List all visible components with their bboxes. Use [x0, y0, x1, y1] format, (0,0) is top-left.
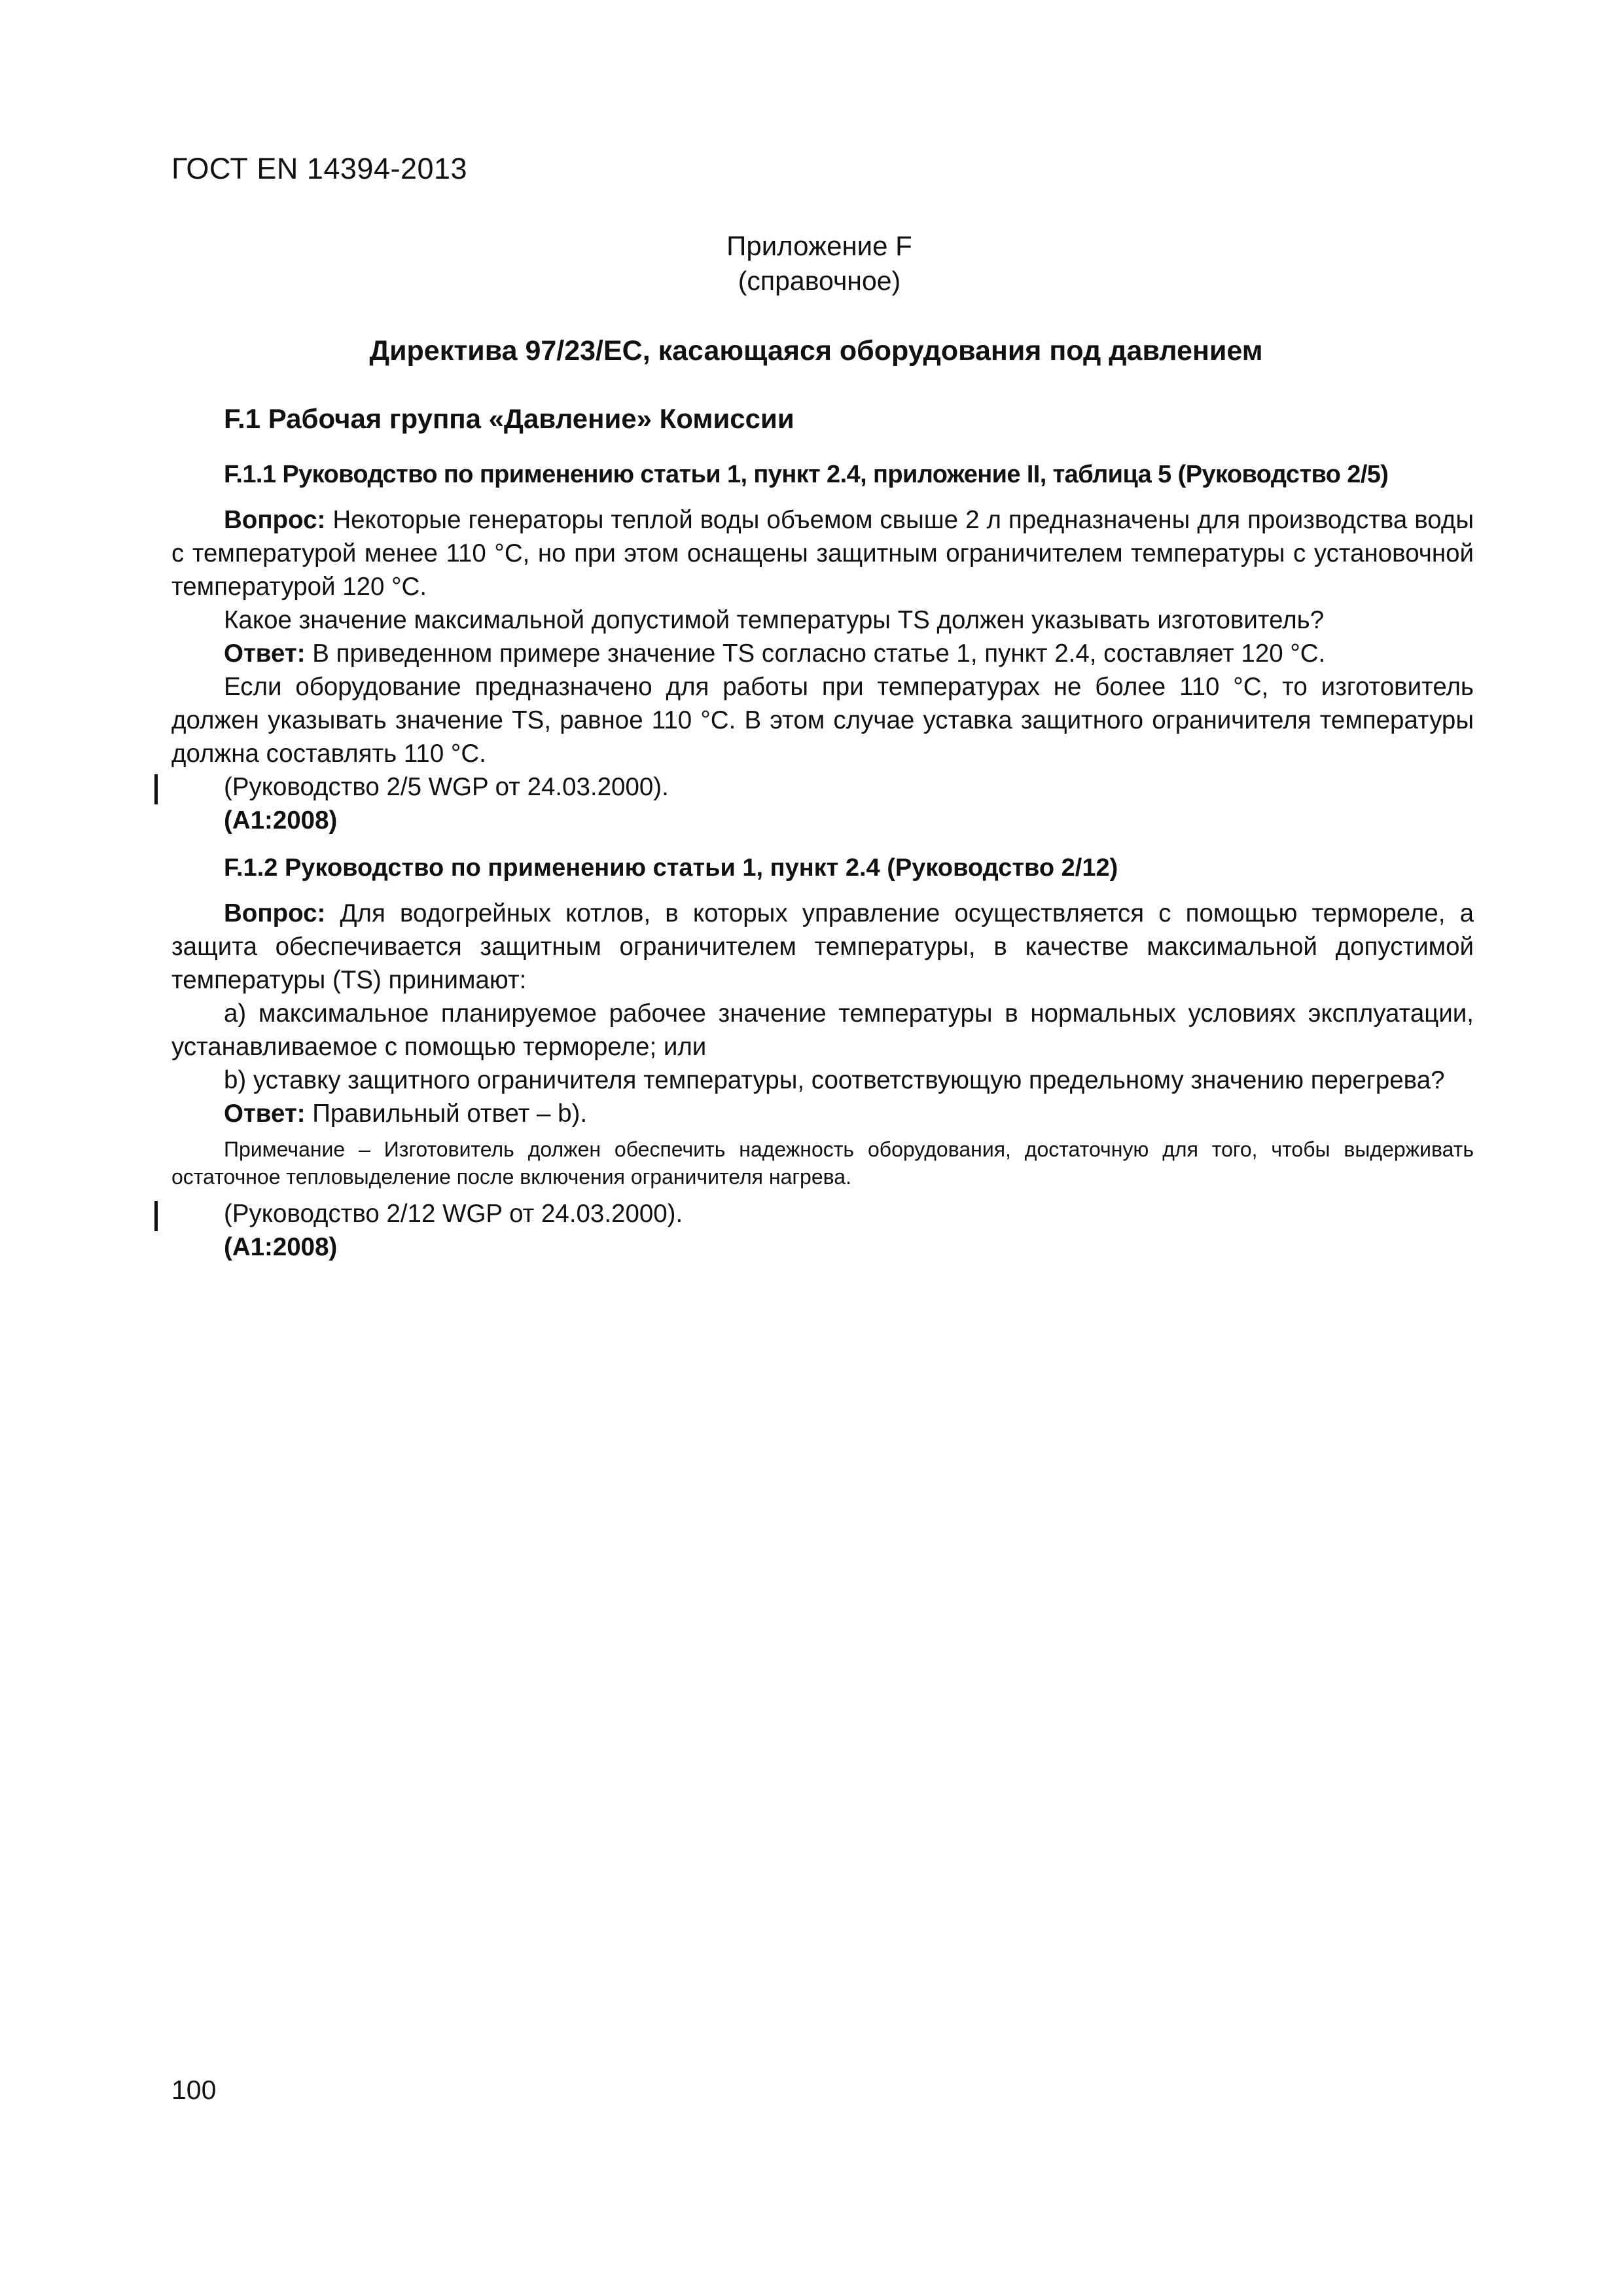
annex-subtitle: (справочное): [738, 266, 901, 296]
document-body: [171, 458, 1474, 1264]
section-f1-title: F.1 Рабочая группа «Давление» Комиссии: [224, 403, 794, 434]
f12-reference: (Руководство 2/12 WGP от 24.03.2000).: [224, 1200, 683, 1228]
f12-amendment: (А1:2008): [224, 1233, 338, 1261]
f11-reference-line: [171, 770, 1474, 804]
f11-answer-2: Если оборудование предназначено для работы при температурах не более 110 °С, то изготовитель должен указывать значение TS, равное 110 °С. В этом случае уставка защитного ограничителя температуры должна составлять 110 °С.: [171, 673, 1474, 768]
f12-question-paragraph: [171, 897, 1474, 997]
document-id-header: ГОСТ EN 14394-2013: [171, 152, 468, 185]
change-bar-marker: [154, 774, 158, 804]
annex-title: Приложение F: [726, 230, 912, 261]
f12-answer-paragraph: [171, 1097, 1474, 1130]
answer-label: Ответ:: [224, 639, 306, 668]
answer-label: Ответ:: [224, 1100, 306, 1128]
f11-question-2: Какое значение максимальной допустимой температуры TS должен указывать изготовитель?: [224, 606, 1325, 634]
question-text: Некоторые генераторы теплой воды объемом свыше 2 л предназначены для производства воды с температурой менее 110 °С, но при этом оснащены защитным ограничителем температуры с установочной температурой 120 °С.: [171, 506, 1474, 601]
question-label: Вопрос:: [224, 506, 326, 534]
f12-note: Примечание – Изготовитель должен обеспечить надежность оборудования, достаточную для того, чтобы выдерживать остаточное тепловыделение после включения ограничителя нагрева.: [171, 1138, 1474, 1189]
f11-amendment: (А1:2008): [224, 806, 338, 834]
question-label: Вопрос:: [224, 899, 326, 927]
subsection-f11-title: F.1.1 Руководство по применению статьи 1, пункт 2.4, приложение II, таблица 5 (Руководство 2/5): [224, 461, 1389, 488]
change-bar-marker: [154, 1201, 158, 1231]
subsection-f12-title: F.1.2 Руководство по применению статьи 1, пункт 2.4 (Руководство 2/12): [224, 854, 1118, 882]
f12-option-a: а) максимальное планируемое рабочее значение температуры в нормальных условиях эксплуатации, устанавливаемое с помощью термореле; или: [171, 999, 1474, 1061]
directive-title: Директива 97/23/ЕС, касающаяся оборудования под давлением: [369, 335, 1263, 367]
f11-question-paragraph: [171, 503, 1474, 603]
f11-answer-paragraph: [171, 637, 1474, 670]
f12-reference-line: [171, 1197, 1474, 1230]
answer-text: Правильный ответ – b).: [305, 1100, 588, 1128]
page-number: 100: [171, 2075, 217, 2105]
f11-reference: (Руководство 2/5 WGP от 24.03.2000).: [224, 773, 669, 801]
answer-text: В приведенном примере значение TS согласно статье 1, пункт 2.4, составляет 120 °С.: [305, 639, 1326, 668]
f12-option-b: b) уставку защитного ограничителя температуры, соответствующую предельному значению перегрева?: [224, 1066, 1445, 1094]
question-text: Для водогрейных котлов, в которых управление осуществляется с помощью термореле, а защита обеспечивается защитным ограничителем температуры, в качестве максимальной допустимой температуры (TS) принимают:: [171, 899, 1474, 994]
